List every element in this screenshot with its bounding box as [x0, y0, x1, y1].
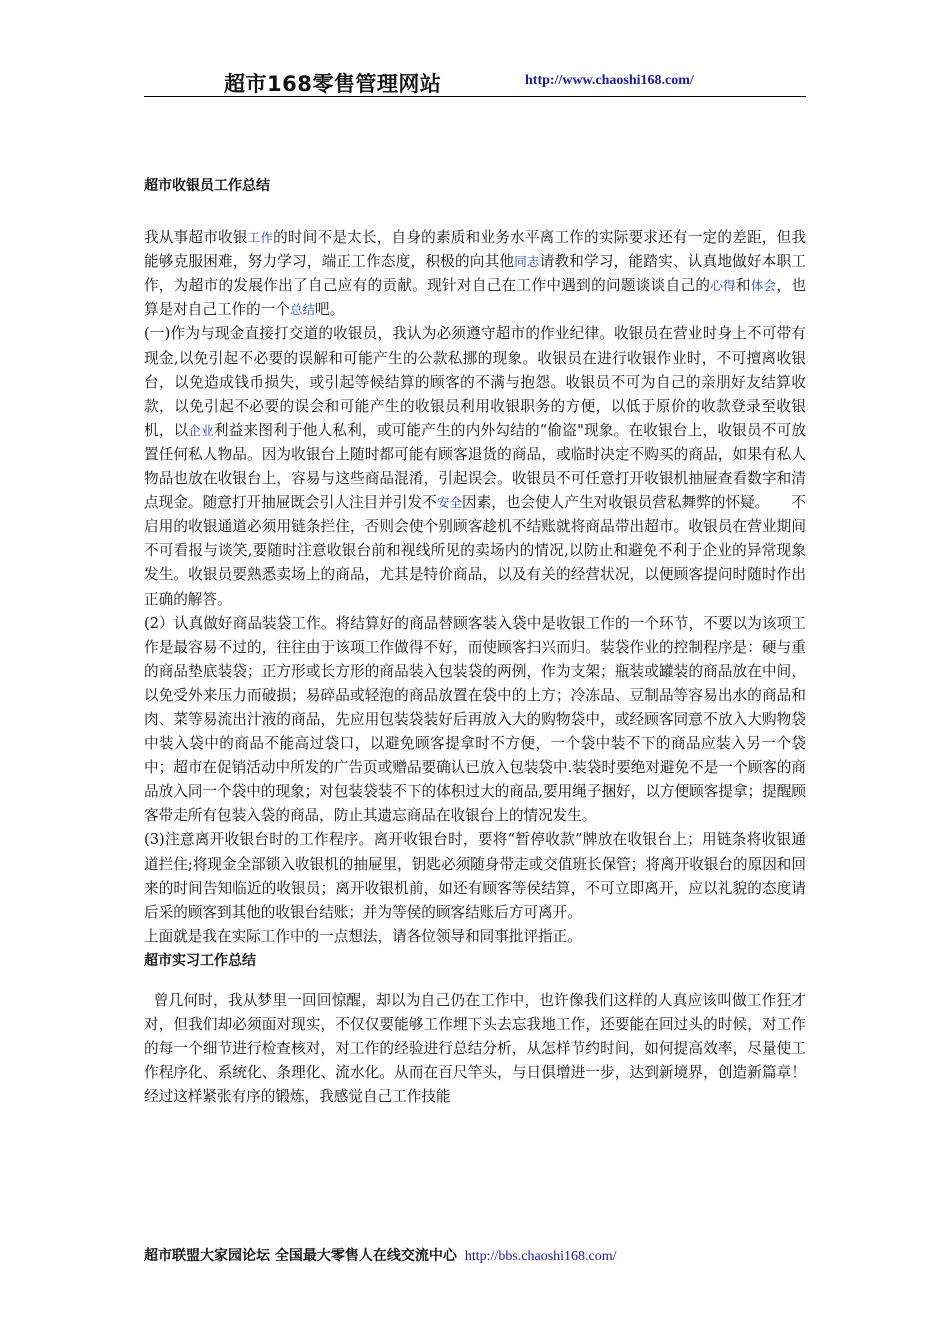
link-colleague[interactable]: 同志: [514, 254, 540, 270]
text-span: ，也算是对自己工作的一个: [144, 277, 806, 319]
intro-paragraph: [144, 226, 806, 322]
link-safety[interactable]: 安全: [436, 495, 462, 511]
site-url-link[interactable]: http://www.chaoshi168.com/: [525, 73, 694, 88]
footer-url-link[interactable]: http://bbs.chaoshi168.com/: [464, 1249, 617, 1264]
document-body: [144, 174, 850, 1109]
text-span: 因素，也会使人产生对收银员营私舞弊的怀疑。 不启用的收银通道必须用链条拦住，否则会使个别顾客趁机不结账就将商品带出超市。收银员在营业期间不可看报与谈笑,要随时注意收银台前和视线所见的卖场内的情况,以防止和避免不利于企业的异常现象发生。收银员要熟悉卖场上的商品，尤其是特价商品，以及有关的经营状况，以便顾客提问时随时作出正确的解答。: [144, 494, 806, 608]
text-span: 的时间不是太长，自身的素质和业务水平离工作的实际要求还有一定的差距，但我能够克服困难，努力学习，端正工作态度，积极的向其他: [144, 229, 806, 271]
link-enterprise[interactable]: 企业: [188, 422, 214, 438]
text-span: (一)作为与现金直接打交道的收银员，我认为必须遵守超市的作业纪律。收银员在营业时身上不可带有现金,以免引起不必要的误解和可能产生的公款私挪的现象。收银员在进行收银作业时，不可擅离收银台，以免造成钱币损失，或引起等候结算的顾客的不满与抱怨。收银员不可为自己的亲朋好友结算收款，以免引起不必要的误会和可能产生的收银员利用收银职务的方便，以低于原价的收款登录至收银机，以: [144, 325, 806, 439]
article-title-cashier: 超市收银员工作总结: [144, 178, 270, 194]
section-1-paragraph: [144, 322, 806, 611]
link-insight[interactable]: 体会: [750, 278, 777, 294]
link-experience[interactable]: 心得: [710, 278, 736, 294]
text-span: 和: [735, 277, 751, 295]
section-2-paragraph: (2）认真做好商品装袋工作。将结算好的商品替顾客装入袋中是收银工作的一个环节，不要以为该项工作是最容易不过的，往往由于该项工作做得不好，而使顾客扫兴而归。装袋作业的控制程序是：硬与重的商品垫底装袋；正方形或长方形的商品装入包装袋的两例，作为支架；瓶装或罐装的商品放在中间，以免受外来压力而破损；易碎品或轻泡的商品放置在袋中的上方；冷冻品、豆制品等容易出水的商品和肉、菜等易流出汁液的商品，先应用包装袋装好后再放入大的购物袋中，或经顾客同意不放入大购物袋中装入袋中的商品不能高过袋口，以避免顾客提拿时不方便，一个袋中装不下的商品应装入另一个袋中；超市在促销活动中所发的广告页或赠品要确认已放入包装袋中.装袋时要绝对避免不是一个顾客的商品放入同一个袋中的现象；对包装袋装不下的体积过大的商品,要用绳子捆好，以方便顾客提拿；提醒顾客带走所有包装入袋的商品，防止其遗忘商品在收银台上的情况发生。: [144, 614, 806, 825]
section-3-paragraph: (3)注意离开收银台时的工作程序。离开收银台时，要将“暂停收款”牌放在收银台上；用链条将收银通道拦住;将现金全部锁入收银机的抽屉里，钥匙必须随身带走或交值班长保管；将离开收银台的原因和回来的时间告知临近的收银员；离开收银机前，如还有顾客等侯结算，不可立即离开，应以礼貌的态度请后采的顾客到其他的收银台结账；并为等侯的顾客结账后方可离开。: [144, 831, 806, 921]
page-footer: [144, 1245, 844, 1265]
site-title: 超市168零售管理网站: [224, 72, 442, 96]
text-span: 我从事超市收银: [144, 229, 248, 247]
page-header: [144, 64, 806, 97]
internship-paragraph: 曾几何时，我从梦里一回回惊醒，却以为自己仍在工作中，也许像我们这样的人真应该叫做工作狂才对，但我们却必须面对现实，不仅仅要能够工作埋下头去忘我地工作，还要能在回过头的时候，对工作的每一个细节进行检查核对，对工作的经验进行总结分析，从怎样节约时间，如何提高效率，尽量使工作程序化、系统化、条理化、流水化。从而在百尺竿头，与日俱增进一步，达到新境界，创造新篇章！ 经过这样紧张有序的锻炼，我感觉自己工作技能: [144, 992, 850, 1106]
text-span: 请教和学习，能踏实、认真地做好本职工作，为超市的发展作出了自己应有的贡献。现针对自己在工作中遇到的问题谈谈自己的: [144, 253, 806, 295]
link-summary[interactable]: 总结: [289, 302, 315, 318]
closing-paragraph: 上面就是我在实际工作中的一点想法，请各位领导和同事批评指正。: [144, 927, 582, 945]
link-work[interactable]: 工作: [247, 230, 274, 246]
article-title-internship: 超市实习工作总结: [144, 952, 256, 969]
footer-text: 超市联盟大家园论坛 全国最大零售人在线交流中心: [144, 1248, 457, 1264]
text-span: 利益来图利于他人私利，或可能产生的内外勾结的“偷盗"现象。在收银台上，收银员不可放置任何私人物品。因为收银台上随时都可能有顾客退货的商品，或临时决定不购买的商品，如果有私人物品也放在收银台上，容易与这些商品混淆，引起误会。收银员不可任意打开收银机抽屉查看数字和清点现金。随意打开抽屉既会引人注目并引发不: [144, 421, 806, 512]
text-span: 吧。: [314, 301, 345, 319]
